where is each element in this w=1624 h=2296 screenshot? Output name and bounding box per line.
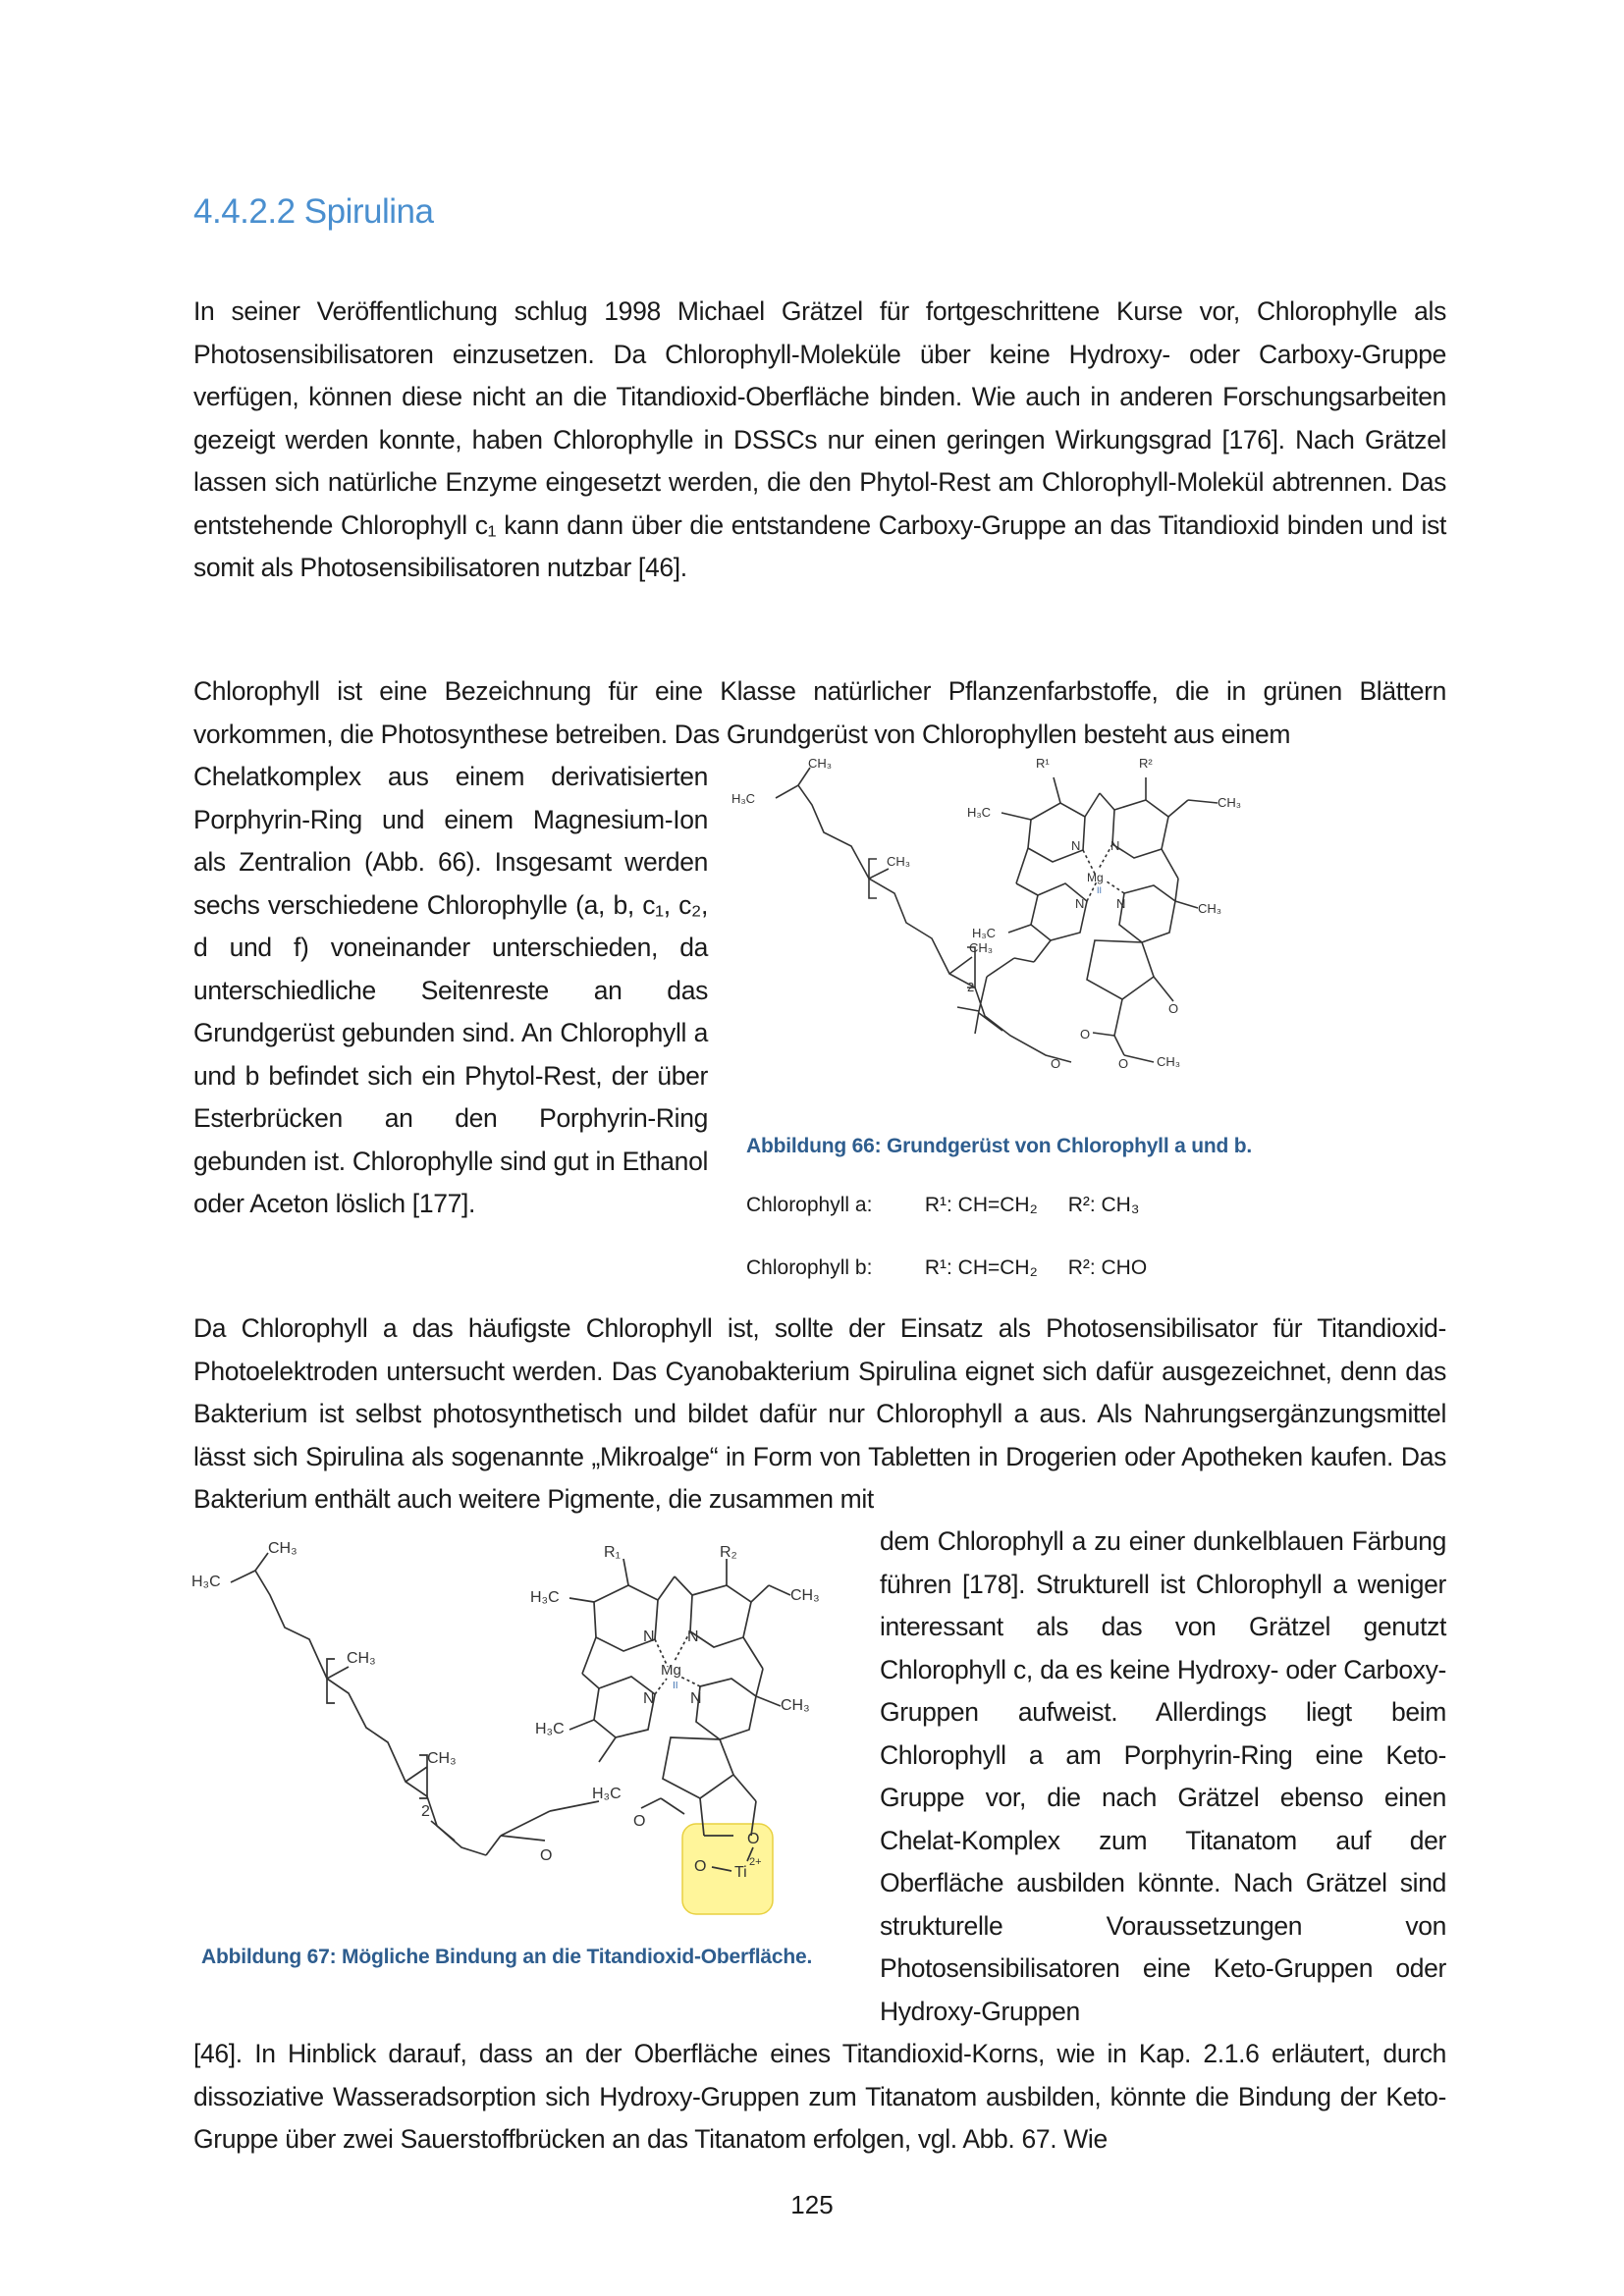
label-h3c: H₃C [535, 1721, 565, 1737]
chlorophyll-a-r1: R¹: CH=CH₂ [924, 1194, 1038, 1216]
paragraph-spirulina-side: dem Chlorophyll a zu einer dunkelblauen Färbung führen [178]. Strukturell ist Chlorophyll a weniger interessant als das von Grätzel genutzt Chlorophyll c, da es keine Hydroxy- oder Carboxy-Gruppen aufweist. Allerdings liegt beim Chlorophyll a am Porphyrin-Ring eine Keto-Gruppe vor, die nach Grätzel ebenso einen Chelat-Komplex zum Titanatom auf der Oberfläche ausbilden könnte. Nach Grätzel sind strukturelle Voraussetzungen von Photosensibilisatoren eine Keto-Gruppen oder Hydroxy-Gruppen [880, 1526, 1446, 2026]
chlorophyll-a-row [746, 1194, 1139, 1217]
label-ch3: CH₃ [347, 1650, 376, 1667]
label-n: N [1116, 896, 1126, 911]
label-n: N [1075, 896, 1085, 911]
label-o: O [1118, 1056, 1129, 1071]
label-h3c: H₃C [972, 926, 997, 940]
label-ch3: CH₃ [1157, 1054, 1181, 1069]
label-mg-ox: II [1097, 885, 1103, 895]
label-r1: R¹ [1036, 756, 1050, 771]
label-r1: R₁ [604, 1544, 621, 1561]
label-ch3: CH₃ [808, 756, 833, 771]
paragraph-intro: In seiner Veröffentlichung schlug 1998 Michael Grätzel für fortgeschrittene Kurse vor, Chlorophylle als Photosensibilisatoren einzusetzen. Da Chlorophyll-Moleküle über keine Hydroxy- oder Carboxy-Gruppe verfügen, können diese nicht an die Titandioxid-Oberfläche binden. Wie auch in anderen Forschungsarbeiten gezeigt werden konnte, haben Chlorophylle in DSSCs nur einen geringen Wirkungsgrad [176]. Nach Grätzel lassen sich natürliche Enzyme eingesetzt werden, die den Phytol-Rest am Chlorophyll-Molekül abtrennen. Das entstehende Chlorophyll c₁ kann dann über die entstandene Carboxy-Gruppe an das Titandioxid binden und ist somit als Photosensibilisatoren nutzbar [46]. [193, 296, 1446, 582]
label-ch3: CH₃ [268, 1541, 298, 1557]
paragraph-chlorophyll-side: Chelatkomplex aus einem derivatisierten Porphyrin-Ring und einem Magnesium-Ion als Zentralion (Abb. 66). Insgesamt werden sechs verschiedene Chlorophylle (a, b, c₁, c₂, d und f) voneinander unterschieden, da unterschiedliche Seitenreste an das Grundgerüst gebunden sind. An Chlorophyll a und b befindet sich ein Phytol-Rest, der über Esterbrücken an den Porphyrin-Ring gebunden ist. Chlorophylle sind gut in Ethanol oder Aceton löslich [177]. [193, 762, 708, 1218]
label-two: 2 [967, 980, 975, 994]
figure-66-structure [722, 756, 1448, 1124]
page-number: 125 [790, 2190, 834, 2219]
label-n: N [1110, 838, 1120, 853]
label-h3c: H₃C [731, 791, 756, 806]
label-mg: Mg [1087, 871, 1104, 884]
label-ch3: CH₃ [969, 940, 994, 955]
label-o: O [1080, 1027, 1091, 1041]
label-o: O [1051, 1056, 1061, 1071]
label-ch3: CH₃ [887, 854, 911, 869]
label-ti-charge: 2+ [749, 1856, 762, 1868]
label-o: O [1168, 1001, 1179, 1016]
label-n: N [643, 1629, 655, 1645]
label-h3c: H₃C [191, 1574, 221, 1590]
paragraph-spirulina-bottom: [46]. In Hinblick darauf, dass an der Oberfläche eines Titandioxid-Korns, wie in Kap. 2.1.6 erläutert, durch dissoziative Wasseradsorption sich Hydroxy-Gruppen zum Titanatom ausbilden, könnte die Bindung der Keto-Gruppe über zwei Sauerstoffbrücken an das Titanatom erfolgen, vgl. Abb. 67. Wie [193, 2039, 1446, 2154]
label-ch3: CH₃ [1218, 795, 1242, 810]
label-r2: R₂ [720, 1544, 737, 1561]
figure-67-structure [191, 1541, 859, 1924]
label-ch3: CH₃ [427, 1750, 457, 1767]
label-ch3: CH₃ [790, 1587, 820, 1604]
label-h3c: H₃C [967, 805, 992, 820]
label-n: N [643, 1690, 655, 1707]
figure-66-caption: Abbildung 66: Grundgerüst von Chlorophyll a und b. [746, 1135, 1252, 1157]
label-h3c: H₃C [592, 1786, 622, 1802]
paragraph-spirulina-top: Da Chlorophyll a das häufigste Chlorophyll ist, sollte der Einsatz als Photosensibilisator für Titandioxid-Photoelektroden untersucht werden. Das Cyanobakterium Spirulina eignet sich dafür ausgezeichnet, denn das Bakterium ist selbst photosynthetisch und bildet dafür nur Chlorophyll a aus. Als Nahrungsergänzungsmittel lässt sich Spirulina als sogenannte „Mikroalge“ in Form von Tabletten in Drogerien oder Apotheken kaufen. Das Bakterium enthält auch weitere Pigmente, die zusammen mit [193, 1313, 1446, 1514]
figure-67-caption: Abbildung 67: Mögliche Bindung an die Titandioxid-Oberfläche. [201, 1946, 813, 1968]
phytol-chain [776, 768, 1071, 1062]
section-heading: 4.4.2.2 Spirulina [193, 192, 434, 231]
chlorophyll-a-label: Chlorophyll a: [746, 1194, 873, 1216]
label-o: O [633, 1813, 646, 1830]
label-mg-ox: II [673, 1681, 678, 1691]
label-ti: Ti [734, 1864, 747, 1881]
paragraph-chlorophyll-top: Chlorophyll ist eine Bezeichnung für eine Klasse natürlicher Pflanzenfarbstoffe, die in grünen Blättern vorkommen, die Photosynthese betreiben. Das Grundgerüst von Chlorophyllen besteht aus einem [193, 676, 1446, 749]
chlorophyll-a-r2: R²: CH₃ [1067, 1194, 1140, 1216]
label-n: N [1071, 838, 1081, 853]
label-o: O [694, 1858, 707, 1875]
label-ch3: CH₃ [1198, 901, 1222, 916]
label-h3c: H₃C [530, 1589, 560, 1606]
chlorophyll-b-r1: R¹: CH=CH₂ [924, 1256, 1038, 1279]
label-ch3: CH₃ [781, 1697, 810, 1714]
porphyrin-labels [967, 756, 1241, 1071]
chlorophyll-b-r2: R²: CHO [1067, 1256, 1148, 1279]
label-r2: R² [1139, 756, 1153, 771]
porphyrin-ring [957, 777, 1218, 1062]
label-n: N [690, 1690, 702, 1707]
chlorophyll-b-label: Chlorophyll b: [746, 1256, 873, 1279]
figure-66-labels [731, 756, 1060, 1071]
label-mg: Mg [661, 1662, 681, 1679]
label-n: N [687, 1629, 699, 1645]
chlorophyll-b-row [746, 1256, 1147, 1280]
label-two: 2 [421, 1803, 430, 1820]
label-o: O [747, 1831, 760, 1847]
label-o: O [540, 1847, 553, 1864]
